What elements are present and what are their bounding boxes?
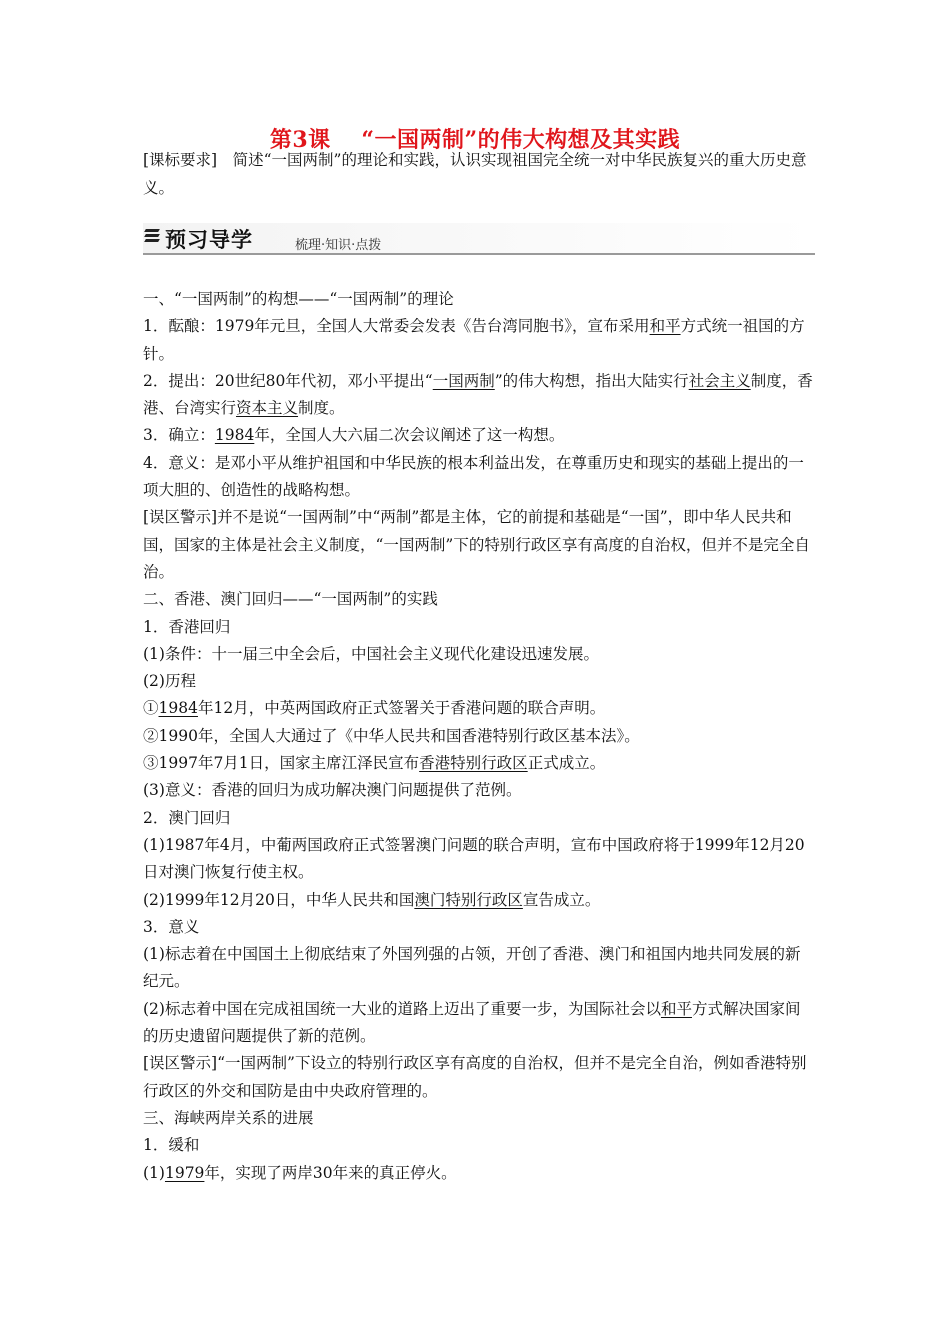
lesson-title: 第3课 “一国两制”的伟大构想及其实践	[269, 127, 681, 153]
text-run: 方式统一祖国的方针。	[143, 317, 805, 363]
text-run: 年12月，中英两国政府正式签署关于香港问题的联合声明。	[197, 699, 606, 718]
text-run: 三、海峡两岸关系的进展	[143, 1108, 314, 1127]
underlined-answer: 1979	[164, 1163, 205, 1182]
text-run: 2．澳门回归	[143, 808, 231, 827]
underlined-answer: 和平	[660, 999, 692, 1018]
text-run: 1．缓和	[143, 1136, 200, 1155]
text-run: 制度，香港、台湾实行	[143, 371, 813, 418]
body-paragraph	[143, 286, 813, 313]
text-run: 年，实现了两岸30年来的真正停火。	[204, 1163, 457, 1182]
text-run: 一、“一国两制”的构想——“一国两制”的理论	[143, 290, 454, 308]
text-run: (2)历程	[143, 672, 196, 691]
banner-heading: 预习导学	[165, 228, 253, 252]
text-run: 制度。	[298, 399, 345, 418]
body-paragraph	[143, 422, 813, 449]
underlined-answer: 社会主义	[688, 371, 751, 390]
body-paragraph	[143, 1050, 813, 1105]
body-paragraph	[143, 641, 813, 668]
body-paragraph	[143, 368, 813, 423]
text-run: 年，全国人大六届二次会议阐述了这一构想。	[254, 426, 565, 445]
body-paragraph	[143, 723, 813, 750]
body-paragraph	[143, 586, 813, 613]
text-run: 1．酝酿：1979年元旦，全国人大常委会发表《告台湾同胞书》，宣布采用	[143, 317, 650, 336]
text-run: ③1997年7月1日，国家主席江泽民宣布	[143, 754, 420, 773]
curriculum-requirement: [课标要求] 简述“一国两制”的理论和实践，认识实现祖国完全统一对中华民族复兴的重大历史意义。	[143, 151, 807, 197]
text-run: 3．确立：	[143, 426, 215, 445]
text-run: (1)标志着在中国国土上彻底结束了外国列强的占领，开创了香港、澳门和祖国内地共同发展的新纪元。	[143, 945, 801, 991]
stripes-icon	[145, 229, 159, 247]
body-paragraph	[143, 941, 813, 996]
text-run: (2)1999年12月20日，中华人民共和国	[143, 890, 415, 909]
text-run: ①	[143, 699, 159, 718]
text-run: 方式解决国家间的历史遗留问题提供了新的范例。	[143, 999, 801, 1046]
text-run: (1)条件：十一届三中全会后，中国社会主义现代化建设迅速发展。	[143, 644, 599, 663]
text-run: 3．意义	[143, 917, 200, 936]
body-paragraph	[143, 450, 813, 505]
body-paragraph	[143, 1105, 813, 1132]
text-run: (3)意义：香港的回归为成功解决澳门问题提供了范例。	[143, 781, 522, 800]
body-paragraph	[143, 504, 813, 586]
text-run: 2．提出：20世纪80年代初，邓小平提出“	[143, 371, 433, 390]
text-run: ②1990年，全国人大通过了《中华人民共和国香港特别行政区基本法》。	[143, 726, 640, 745]
body-paragraph	[143, 1132, 813, 1159]
text-run: [误区警示]“一国两制”下设立的特别行政区享有高度的自治权，但并不是完全自治，例如香港特别行政区的外交和国防是由中央政府管理的。	[143, 1054, 807, 1100]
body-paragraph	[143, 695, 813, 722]
underlined-answer: 1984	[158, 699, 198, 718]
body-paragraph	[143, 750, 813, 777]
banner-subheading: 梳理·知识·点拨	[295, 238, 382, 253]
body-paragraph	[143, 887, 813, 914]
body-paragraph	[143, 914, 813, 941]
text-run: (2)标志着中国在完成祖国统一大业的道路上迈出了重要一步，为国际社会以	[143, 999, 661, 1018]
body-paragraph	[143, 1160, 813, 1187]
underlined-answer: 资本主义	[236, 399, 299, 418]
text-run: (1)1987年4月，中葡两国政府正式签署澳门问题的联合声明，宣布中国政府将于1999年12月20日对澳门恢复行使主权。	[143, 835, 805, 882]
text-run: ”的伟大构想，指出大陆实行	[494, 371, 689, 390]
text-run: 4．意义：是邓小平从维护祖国和中华民族的根本利益出发，在尊重历史和现实的基础上提出的一项大胆的、创造性的战略构想。	[143, 453, 804, 500]
body-paragraph	[143, 614, 813, 641]
underlined-answer: 香港特别行政区	[419, 754, 528, 773]
body-paragraph	[143, 996, 813, 1051]
underlined-answer: 澳门特别行政区	[414, 890, 523, 909]
text-run: 宣告成立。	[522, 890, 601, 909]
body-paragraph	[143, 805, 813, 832]
body-paragraph	[143, 313, 813, 368]
text-run: 二、香港、澳门回归——“一国两制”的实践	[143, 590, 438, 609]
underlined-answer: 一国两制	[432, 371, 495, 390]
text-run: 1．香港回归	[143, 617, 231, 636]
text-run: 正式成立。	[527, 754, 606, 773]
document-body	[143, 286, 813, 1187]
body-paragraph	[143, 668, 813, 695]
text-run: (1)	[143, 1163, 165, 1182]
body-paragraph	[143, 832, 813, 887]
underlined-answer: 1984	[214, 426, 255, 445]
body-paragraph	[143, 777, 813, 804]
section-banner	[143, 223, 815, 255]
banner-divider	[143, 253, 815, 255]
text-run: [误区警示]并不是说“一国两制”中“两制”都是主体，它的前提和基础是“一国”，即中华人民共和国，国家的主体是社会主义制度，“一国两制”下的特别行政区享有高度的自治权，但并不是完全自治。	[143, 508, 810, 581]
underlined-answer: 和平	[649, 317, 681, 336]
